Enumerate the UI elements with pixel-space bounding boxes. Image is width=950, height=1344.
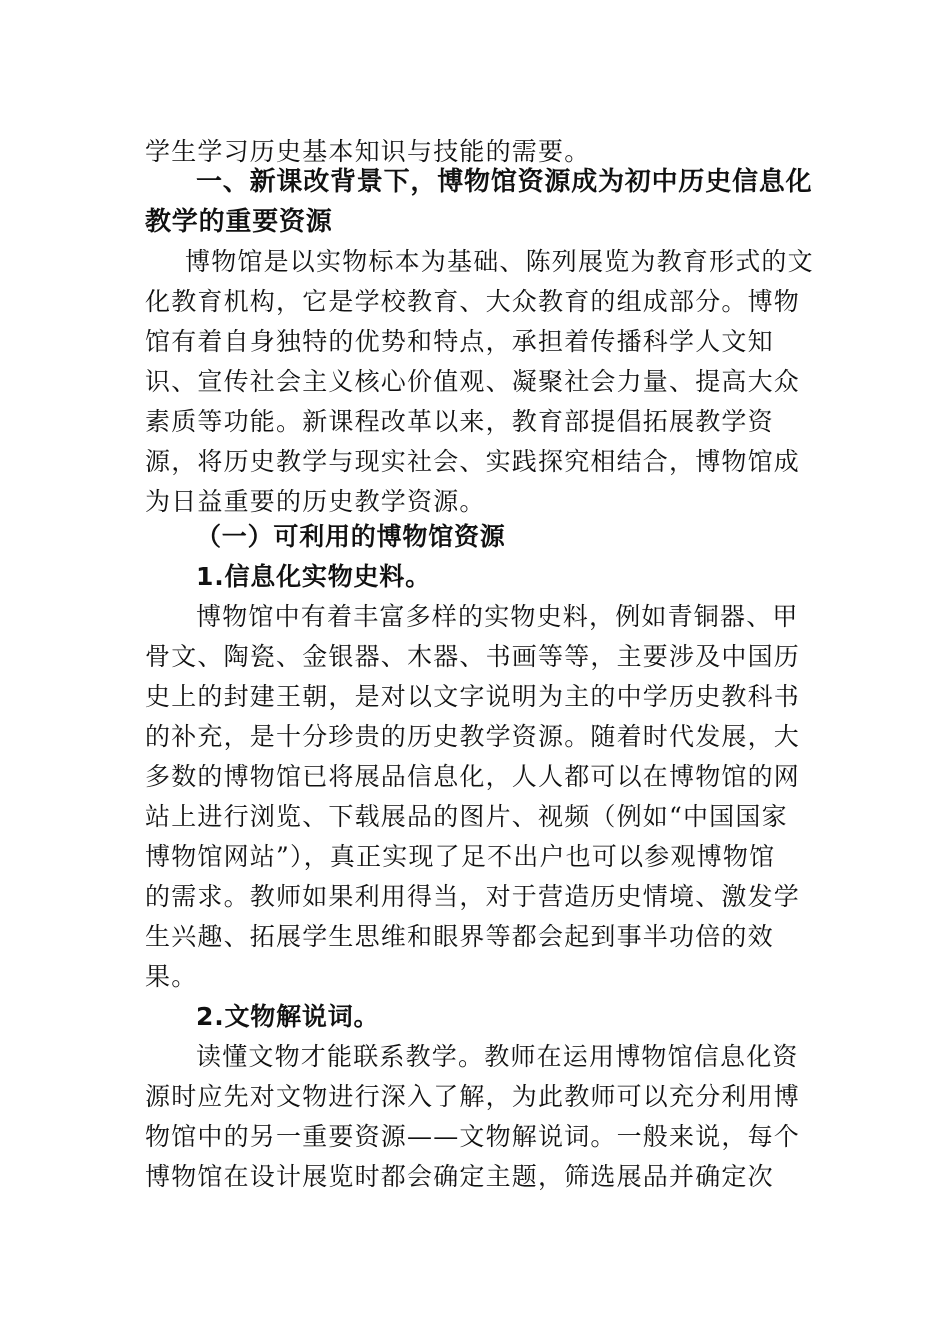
paragraph-line: 素质等功能。新课程改革以来，教育部提倡拓展教学资 — [145, 407, 774, 436]
section-heading: 一、新课改背景下，博物馆资源成为初中历史信息化 — [196, 167, 813, 197]
item-heading: 2.文物解说词。 — [196, 1002, 380, 1031]
paragraph-line: 博物馆中有着丰富多样的实物史料，例如青铜器、甲 — [196, 602, 799, 631]
paragraph-line: 史上的封建王朝，是对以文字说明为主的中学历史教科书 — [145, 682, 801, 711]
paragraph-line: 骨文、陶瓷、金银器、木器、书画等等，主要涉及中国历 — [145, 642, 801, 671]
paragraph-line: 物馆中的另一重要资源——文物解说词。一般来说，每个 — [145, 1122, 801, 1151]
paragraph-line: 站上进行浏览、下载展品的图片、视频（例如“中国国家 — [145, 802, 788, 831]
paragraph-line: 源时应先对文物进行深入了解，为此教师可以充分利用博 — [145, 1082, 801, 1111]
text-line: 学生学习历史基本知识与技能的需要。 — [145, 137, 591, 166]
paragraph-line: 博物馆是以实物标本为基础、陈列展览为教育形式的文 — [185, 247, 814, 276]
paragraph-line: 为日益重要的历史教学资源。 — [145, 487, 486, 516]
paragraph-line: 博物馆网站”），真正实现了足不出户也可以参观博物馆 — [145, 842, 776, 871]
paragraph-line: 的补充，是十分珍贵的历史教学资源。随着时代发展，大 — [145, 722, 801, 751]
paragraph-line: 化教育机构，它是学校教育、大众教育的组成部分。博物 — [145, 287, 801, 316]
paragraph-line: 读懂文物才能联系教学。教师在运用博物馆信息化资 — [196, 1042, 799, 1071]
paragraph-line: 馆有着自身独特的优势和特点，承担着传播科学人文知 — [145, 327, 774, 356]
item-heading: 1.信息化实物史料。 — [196, 562, 431, 591]
subsection-heading: （一）可利用的博物馆资源 — [196, 522, 506, 551]
paragraph-line: 博物馆在设计展览时都会确定主题，筛选展品并确定次 — [145, 1162, 774, 1191]
paragraph-line: 识、宣传社会主义核心价值观、凝聚社会力量、提高大众 — [145, 367, 801, 396]
paragraph-line: 源，将历史教学与现实社会、实践探究相结合，博物馆成 — [145, 447, 801, 476]
section-heading-continued: 教学的重要资源 — [145, 207, 333, 237]
paragraph-line: 果。 — [145, 962, 198, 991]
paragraph-line: 多数的博物馆已将展品信息化，人人都可以在博物馆的网 — [145, 762, 801, 791]
paragraph-line: 生兴趣、拓展学生思维和眼界等都会起到事半功倍的效 — [145, 922, 774, 951]
paragraph-line: 的需求。教师如果利用得当，对于营造历史情境、激发学 — [145, 882, 801, 911]
